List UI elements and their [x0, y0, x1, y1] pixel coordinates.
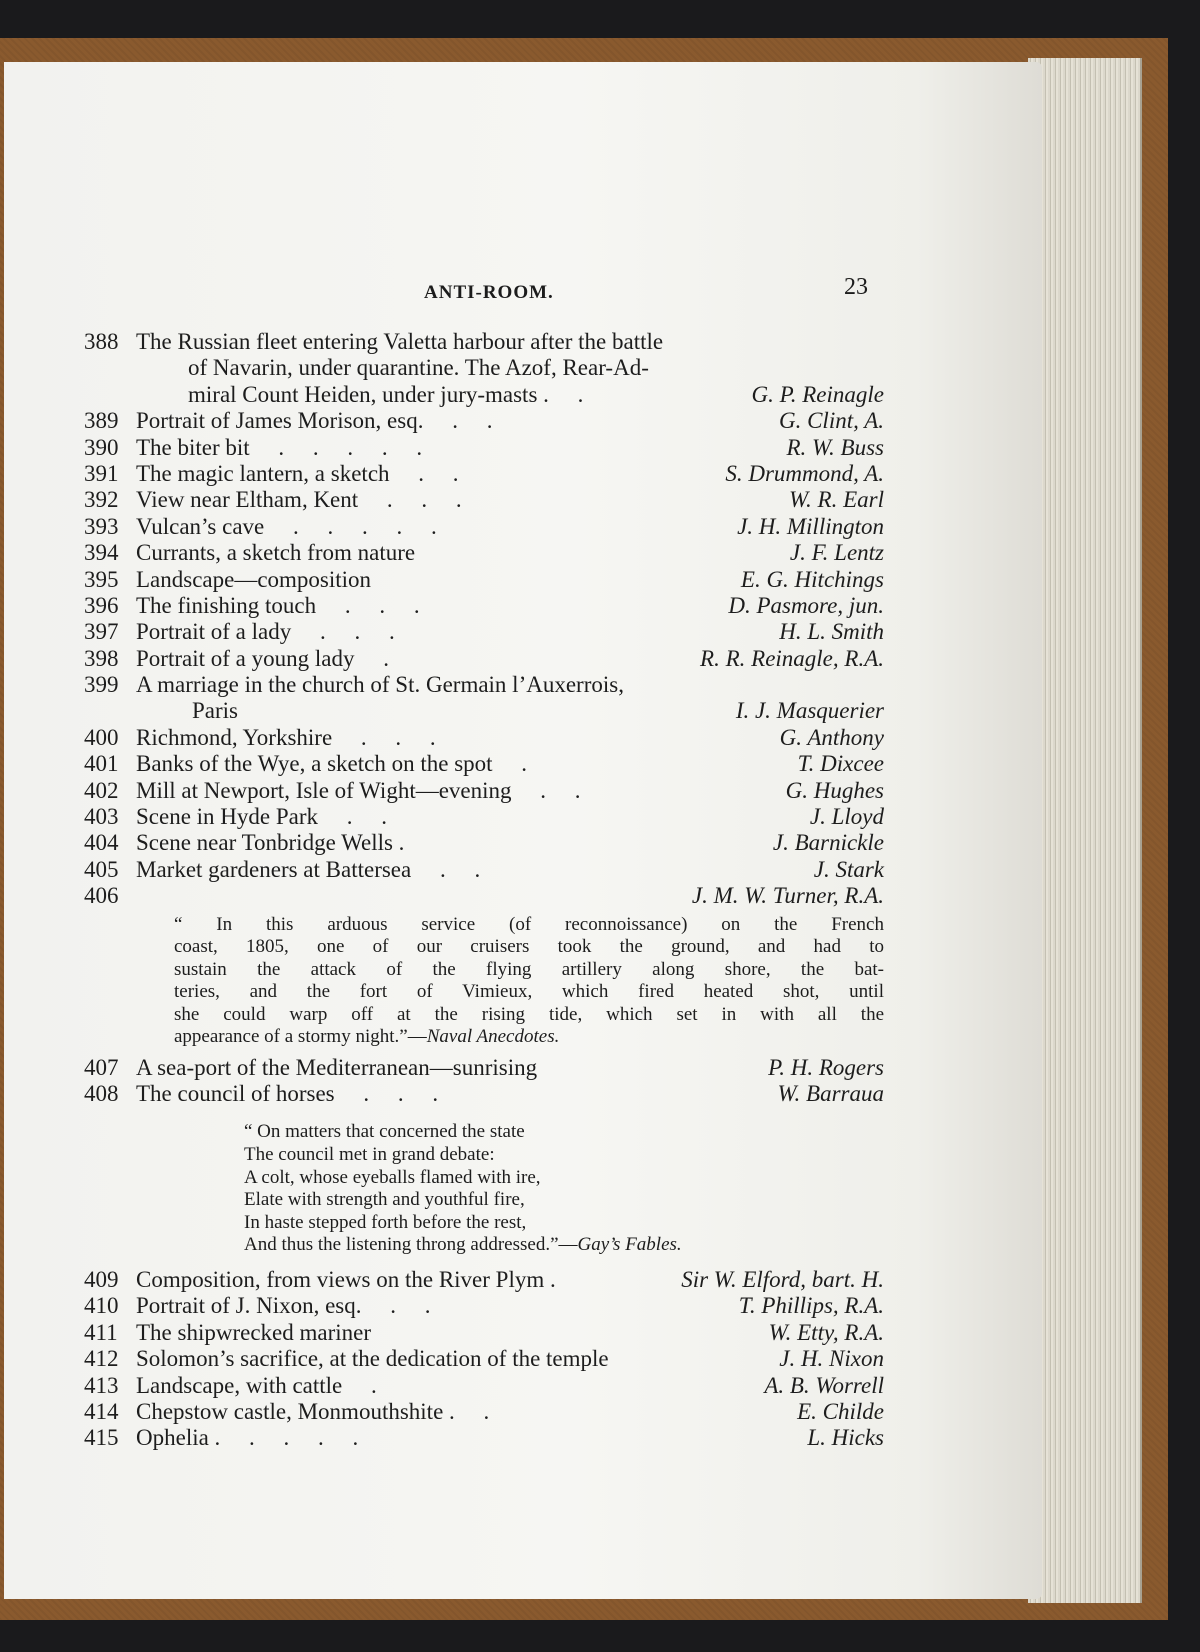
entry-artist: G. Clint, A.	[778, 408, 884, 434]
entry-artist: J. H. Nixon	[779, 1346, 884, 1372]
entry-title: Solomon’s sacrifice, at the dedication of the temple	[136, 1346, 609, 1372]
catalogue-entry	[84, 698, 884, 724]
entry-artist: E. G. Hitchings	[740, 566, 884, 592]
entry-title: A marriage in the church of St. Germain l’Auxerrois,	[136, 672, 624, 698]
entry-number: 392	[84, 487, 119, 513]
entry-artist: Sir W. Elford, bart. H.	[681, 1266, 884, 1292]
entry-group-a	[84, 329, 884, 910]
entry-artist: T. Phillips, R.A.	[738, 1293, 884, 1319]
entry-number: 402	[84, 777, 119, 803]
poem-line: Elate with strength and youthful fire,	[244, 1189, 525, 1211]
entry-number: 400	[84, 724, 119, 750]
entry-title: Landscape—composition	[136, 566, 372, 592]
poem-line: “ On matters that concerned the state	[244, 1121, 525, 1143]
entry-artist: J. F. Lentz	[789, 540, 884, 566]
entry-title: The biter bit . . . . .	[136, 434, 423, 460]
poem-line	[244, 1234, 884, 1257]
entry-title: The magic lantern, a sketch . .	[136, 460, 459, 486]
entry-number: 401	[84, 751, 119, 777]
catalogue-entry	[84, 725, 884, 751]
entry-title: The finishing touch . . .	[136, 592, 420, 618]
entry-number: 407	[84, 1054, 119, 1080]
entry-number: 413	[84, 1372, 119, 1398]
catalogue-entry	[84, 329, 884, 355]
catalogue-entry	[84, 355, 884, 381]
catalogue-entry	[84, 408, 884, 434]
entry-number: 389	[84, 408, 119, 434]
entry-number: 399	[84, 672, 119, 698]
entry-number: 415	[84, 1425, 119, 1451]
book-page	[4, 62, 1042, 1599]
entry-number: 408	[84, 1080, 119, 1106]
entry-artist: W. Etty, R.A.	[768, 1319, 884, 1345]
quote-406	[174, 914, 884, 1049]
entry-title: miral Count Heiden, under jury-masts . .	[188, 381, 584, 407]
entry-artist: W. R. Earl	[789, 487, 884, 513]
catalogue-entries	[84, 329, 884, 1452]
entry-number: 396	[84, 592, 119, 618]
catalogue-entry	[84, 461, 884, 487]
catalogue-entry	[84, 1055, 884, 1081]
page-header	[4, 272, 1042, 312]
entry-artist: L. Hicks	[807, 1425, 884, 1451]
catalogue-entry	[84, 1081, 884, 1107]
catalogue-entry	[84, 593, 884, 619]
entry-number: 398	[84, 645, 119, 671]
catalogue-entry	[84, 514, 884, 540]
poem-text: And thus the listening throng addressed.”—	[244, 1234, 578, 1256]
entry-artist: R. R. Reinagle, R.A.	[700, 645, 884, 671]
entry-number: 406	[84, 883, 119, 909]
catalogue-entry	[84, 672, 884, 698]
catalogue-entry	[84, 646, 884, 672]
quote-line: sustain the attack of the flying artillery along shore, the bat-	[174, 958, 884, 980]
entry-title: Landscape, with cattle .	[136, 1372, 377, 1398]
entry-artist: A. B. Worrell	[764, 1372, 884, 1398]
catalogue-entry	[84, 830, 884, 856]
entry-number: 397	[84, 619, 119, 645]
entry-artist: I. J. Masquerier	[735, 698, 884, 724]
catalogue-entry	[84, 1346, 884, 1372]
quote-line: coast, 1805, one of our cruisers took the ground, and had to	[174, 936, 884, 958]
entry-artist: J. Barnickle	[772, 830, 884, 856]
entry-number: 409	[84, 1266, 119, 1292]
entry-title: of Navarin, under quarantine. The Azof, Rear-Ad-	[188, 355, 649, 381]
entry-artist: H. L. Smith	[779, 619, 884, 645]
catalogue-entry	[84, 751, 884, 777]
entry-artist: J. M. W. Turner, R.A.	[691, 883, 884, 909]
quote-line: teries, and the fort of Vimieux, which fired heated shot, until	[174, 981, 884, 1003]
entry-title: Scene near Tonbridge Wells .	[136, 830, 405, 856]
quote-line: “ In this arduous service (of reconnoissance) on the French	[174, 913, 884, 935]
entry-title: Chepstow castle, Monmouthshite . .	[136, 1398, 490, 1424]
catalogue-entry	[84, 1373, 884, 1399]
entry-number: 391	[84, 460, 119, 486]
catalogue-entry	[84, 1399, 884, 1425]
poem-408	[244, 1121, 884, 1257]
entry-title: Mill at Newport, Isle of Wight—evening . .	[136, 777, 581, 803]
catalogue-entry	[84, 883, 884, 909]
entry-number: 404	[84, 830, 119, 856]
entry-artist: J. H. Millington	[737, 513, 884, 539]
entry-number: 393	[84, 513, 119, 539]
entry-number: 405	[84, 856, 119, 882]
catalogue-entry	[84, 778, 884, 804]
quote-line	[174, 1026, 884, 1049]
entry-number: 411	[84, 1319, 118, 1345]
poem-line: The council met in grand debate:	[244, 1143, 495, 1165]
entry-title: Banks of the Wye, a sketch on the spot .	[136, 751, 528, 777]
entry-title: Vulcan’s cave . . . . .	[136, 513, 437, 539]
entry-number: 390	[84, 434, 119, 460]
entry-artist: D. Pasmore, jun.	[728, 592, 884, 618]
catalogue-entry	[84, 567, 884, 593]
catalogue-entry	[84, 1425, 884, 1451]
entry-number: 388	[84, 329, 119, 354]
entry-artist: J. Stark	[813, 856, 884, 882]
entry-title: Ophelia . . . . .	[136, 1425, 359, 1451]
entry-title: View near Eltham, Kent . . .	[136, 487, 462, 513]
entry-artist: J. Lloyd	[809, 804, 884, 830]
quote-line: she could warp off at the rising tide, which set in with all the	[174, 1003, 884, 1025]
entry-artist: E. Childe	[797, 1398, 884, 1424]
quote-text: appearance of a stormy night.”—	[174, 1026, 427, 1048]
entry-artist: G. Anthony	[779, 724, 884, 750]
entry-artist: S. Drummond, A.	[725, 460, 884, 486]
entry-title: Portrait of J. Nixon, esq. . .	[136, 1293, 431, 1319]
page-edges	[1028, 58, 1142, 1603]
entry-artist: T. Dixcee	[797, 751, 884, 777]
entry-title: Market gardeners at Battersea . .	[136, 856, 481, 882]
catalogue-entry	[84, 619, 884, 645]
entry-artist: P. H. Rogers	[768, 1054, 884, 1080]
catalogue-entry	[84, 1293, 884, 1319]
catalogue-entry	[84, 1320, 884, 1346]
entry-artist: G. Hughes	[785, 777, 884, 803]
entry-title: A sea-port of the Mediterranean—sunrising	[136, 1054, 538, 1080]
entry-number: 414	[84, 1398, 119, 1424]
entry-number: 403	[84, 804, 119, 830]
catalogue-entry	[84, 487, 884, 513]
poem-source: Gay’s Fables.	[577, 1234, 682, 1256]
entry-title: The Russian fleet entering Valetta harbour after the battle	[136, 329, 664, 354]
page-number: 23	[844, 274, 868, 300]
entry-title: Richmond, Yorkshire . . .	[136, 724, 436, 750]
quote-source: Naval Anecdotes.	[426, 1026, 560, 1048]
entry-title: Portrait of James Morison, esq. . .	[136, 408, 493, 434]
entry-title: Currants, a sketch from nature	[136, 540, 416, 566]
entry-title: Portrait of a young lady .	[136, 645, 389, 671]
entry-title: Portrait of a lady . . .	[136, 619, 395, 645]
entry-number: 395	[84, 566, 119, 592]
entry-artist: W. Barraua	[777, 1080, 884, 1106]
entry-group-c	[84, 1267, 884, 1452]
catalogue-entry	[84, 857, 884, 883]
entry-number: 410	[84, 1293, 119, 1319]
entry-artist: R. W. Buss	[786, 434, 884, 460]
entry-title: The council of horses . . .	[136, 1080, 439, 1106]
catalogue-entry	[84, 1267, 884, 1293]
entry-title: Composition, from views on the River Plym .	[136, 1266, 556, 1292]
poem-line: In haste stepped forth before the rest,	[244, 1211, 527, 1233]
catalogue-entry	[84, 540, 884, 566]
entry-title: The shipwrecked mariner	[136, 1319, 372, 1345]
entry-artist: G. P. Reinagle	[751, 381, 884, 407]
catalogue-entry	[84, 382, 884, 408]
entry-number: 394	[84, 540, 119, 566]
entry-title: Paris	[192, 698, 238, 724]
running-head: ANTI-ROOM.	[424, 282, 554, 303]
entry-number: 412	[84, 1346, 119, 1372]
entry-title: Scene in Hyde Park . .	[136, 804, 388, 830]
catalogue-entry	[84, 435, 884, 461]
catalogue-entry	[84, 804, 884, 830]
poem-line: A colt, whose eyeballs flamed with ire,	[244, 1166, 541, 1188]
entry-group-b	[84, 1055, 884, 1108]
